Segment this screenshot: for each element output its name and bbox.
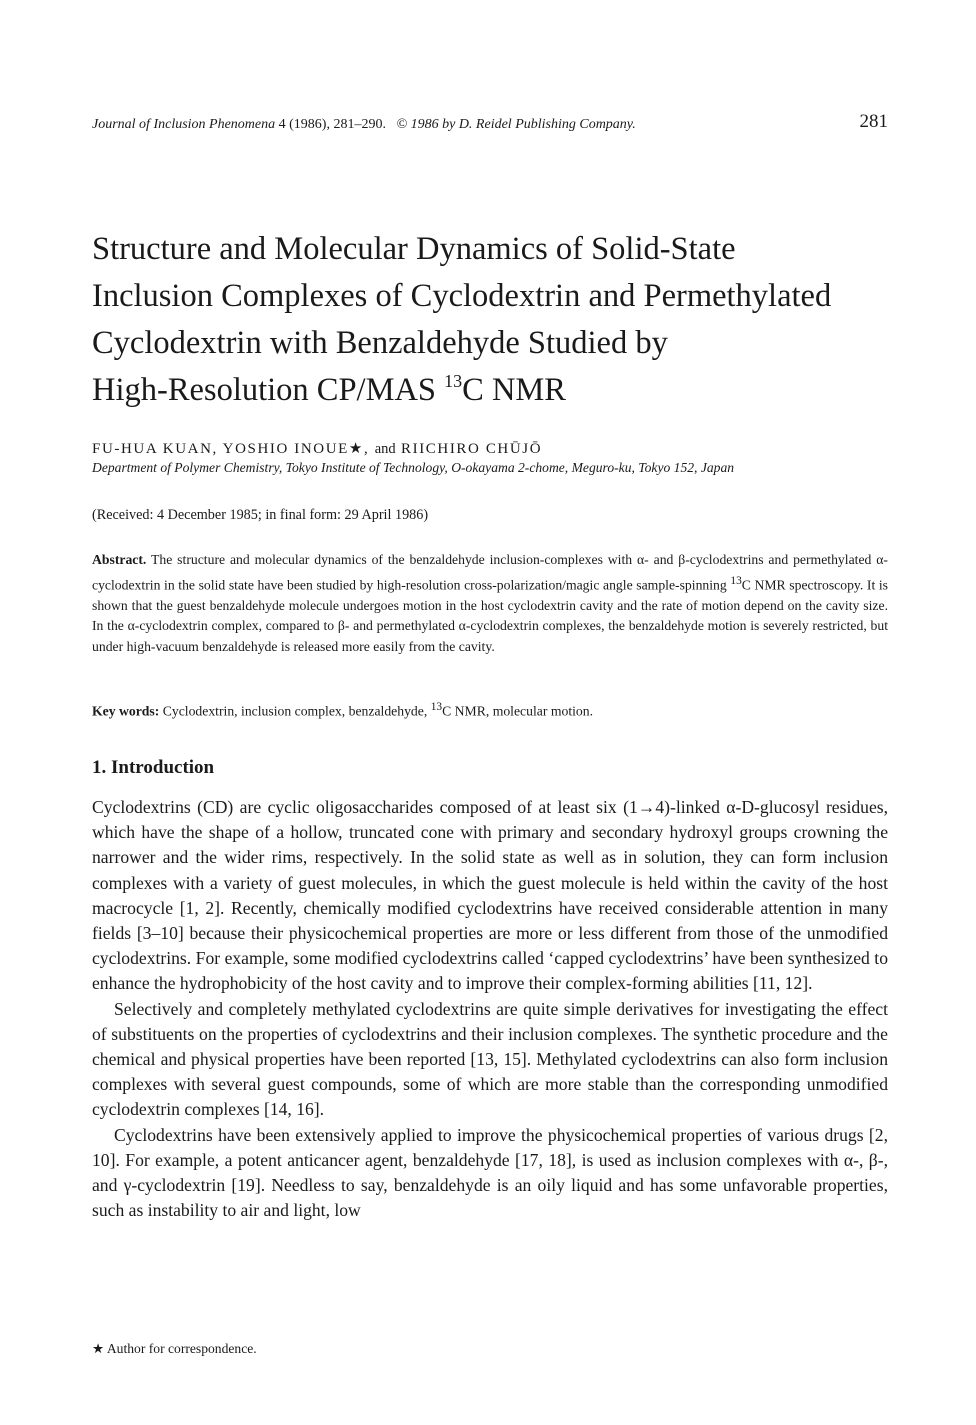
title-line-2: Inclusion Complexes of Cyclodextrin and Permethylated (92, 278, 832, 314)
paragraph-1: Cyclodextrins (CD) are cyclic oligosaccharides composed of at least six (1→4)-linked α-D-glucosyl residues, which have the shape of a hollow, truncated cone with primary and secondary hydroxyl groups crowning the narrower and the wider rims, respectively. In the solid state as well as in solution, they can form inclusion complexes with a variety of guest molecules, in which the guest molecule is held within the cavity of the host macrocycle [1, 2]. Recently, chemically modified cyclodextrins have received considerable attention in many fields [3–10] because their physicochemical properties are more or less different from those of the unmodified cyclodextrins. For example, some modified cyclodextrins called ‘capped cyclodextrins’ have been synthesized to enhance the hydrophobicity of the host cavity and to improve their complex-forming abilities [11, 12]. (92, 797, 888, 994)
keywords-isotope-superscript: 13 (430, 701, 443, 713)
keywords-text-b: C NMR, molecular motion. (442, 703, 594, 719)
journal-year-pages: (1986), 281–290. (289, 117, 386, 132)
title-line-4-post: C NMR (462, 372, 566, 408)
title-isotope-superscript: 13 (444, 371, 463, 391)
title-line-3: Cyclodextrin with Benzaldehyde Studied by (92, 325, 668, 361)
section-heading-introduction: 1. Introduction (92, 757, 215, 778)
abstract-text-a: The structure and molecular dynamics of the benzaldehyde inclusion-complexes with α- and β-cyclodextrins and permethylated α-cyclodextrin in the solid state have been studied by high-resolution cross-polarization/magic angle sample-spinning (92, 552, 888, 593)
page-number: 281 (859, 111, 888, 132)
journal-name: Journal of Inclusion Phenomena (92, 117, 276, 132)
abstract-isotope-superscript: 13 (730, 574, 742, 587)
copyright-line: © 1986 by D. Reidel Publishing Company. (396, 117, 636, 132)
article-title (92, 226, 888, 414)
title-line-1: Structure and Molecular Dynamics of Solid-State (92, 231, 736, 267)
abstract-label: Abstract. (92, 552, 147, 567)
affiliation: Department of Polymer Chemistry, Tokyo Institute of Technology, O-okayama 2-chome, Meguro-ku, Tokyo 152, Japan (92, 460, 735, 475)
received-dates: (Received: 4 December 1985; in final form: 29 April 1986) (92, 507, 429, 523)
keywords-text-a: Cyclodextrin, inclusion complex, benzaldehyde, (162, 703, 431, 719)
abstract-text-b: C NMR spectroscopy. It is shown that the guest benzaldehyde molecule undergoes motion in the host cyclodextrin cavity and the rate of motion depend on the cavity size. In the α-cyclodextrin complex, compared to β- and permethylated α-cyclodextrin complexes, the benzaldehyde motion is severely restricted, but under high-vacuum benzaldehyde is released more easily from the cavity. (92, 577, 888, 654)
paragraph-3: Cyclodextrins have been extensively applied to improve the physicochemical properties of various drugs [2, 10]. For example, a potent anticancer agent, benzaldehyde [17, 18], is used as inclusion complexes with α-, β-, and γ-cyclodextrin [19]. Needless to say, benzaldehyde is an oily liquid and has some unfavorable properties, such as instability to air and light, low (92, 1124, 888, 1221)
author-names-b: RIICHIRO CHŪJŌ (401, 441, 543, 457)
keywords (92, 701, 888, 720)
author-conjunction: and (374, 441, 396, 457)
title-line-4-pre: High-Resolution CP/MAS (92, 372, 445, 408)
author-list (92, 439, 542, 458)
footnote-correspondence: ★ Author for correspondence. (92, 1341, 257, 1356)
journal-volume: 4 (278, 117, 286, 132)
body-text (92, 795, 888, 1223)
author-names-a: FU-HUA KUAN, YOSHIO INOUE★, (92, 441, 370, 457)
paragraph-2: Selectively and completely methylated cyclodextrins are quite simple derivatives for investigating the effect of substituents on the properties of cyclodextrins and their inclusion complexes. The synthetic procedure and the chemical and physical properties have been reported [13, 15]. Methylated cyclodextrins can also form inclusion complexes with several guest compounds, some of which are more stable than the corresponding unmodified cyclodextrin complexes [14, 16]. (92, 998, 888, 1120)
keywords-label: Key words: (92, 703, 160, 719)
running-head (92, 111, 888, 133)
abstract (92, 550, 888, 658)
